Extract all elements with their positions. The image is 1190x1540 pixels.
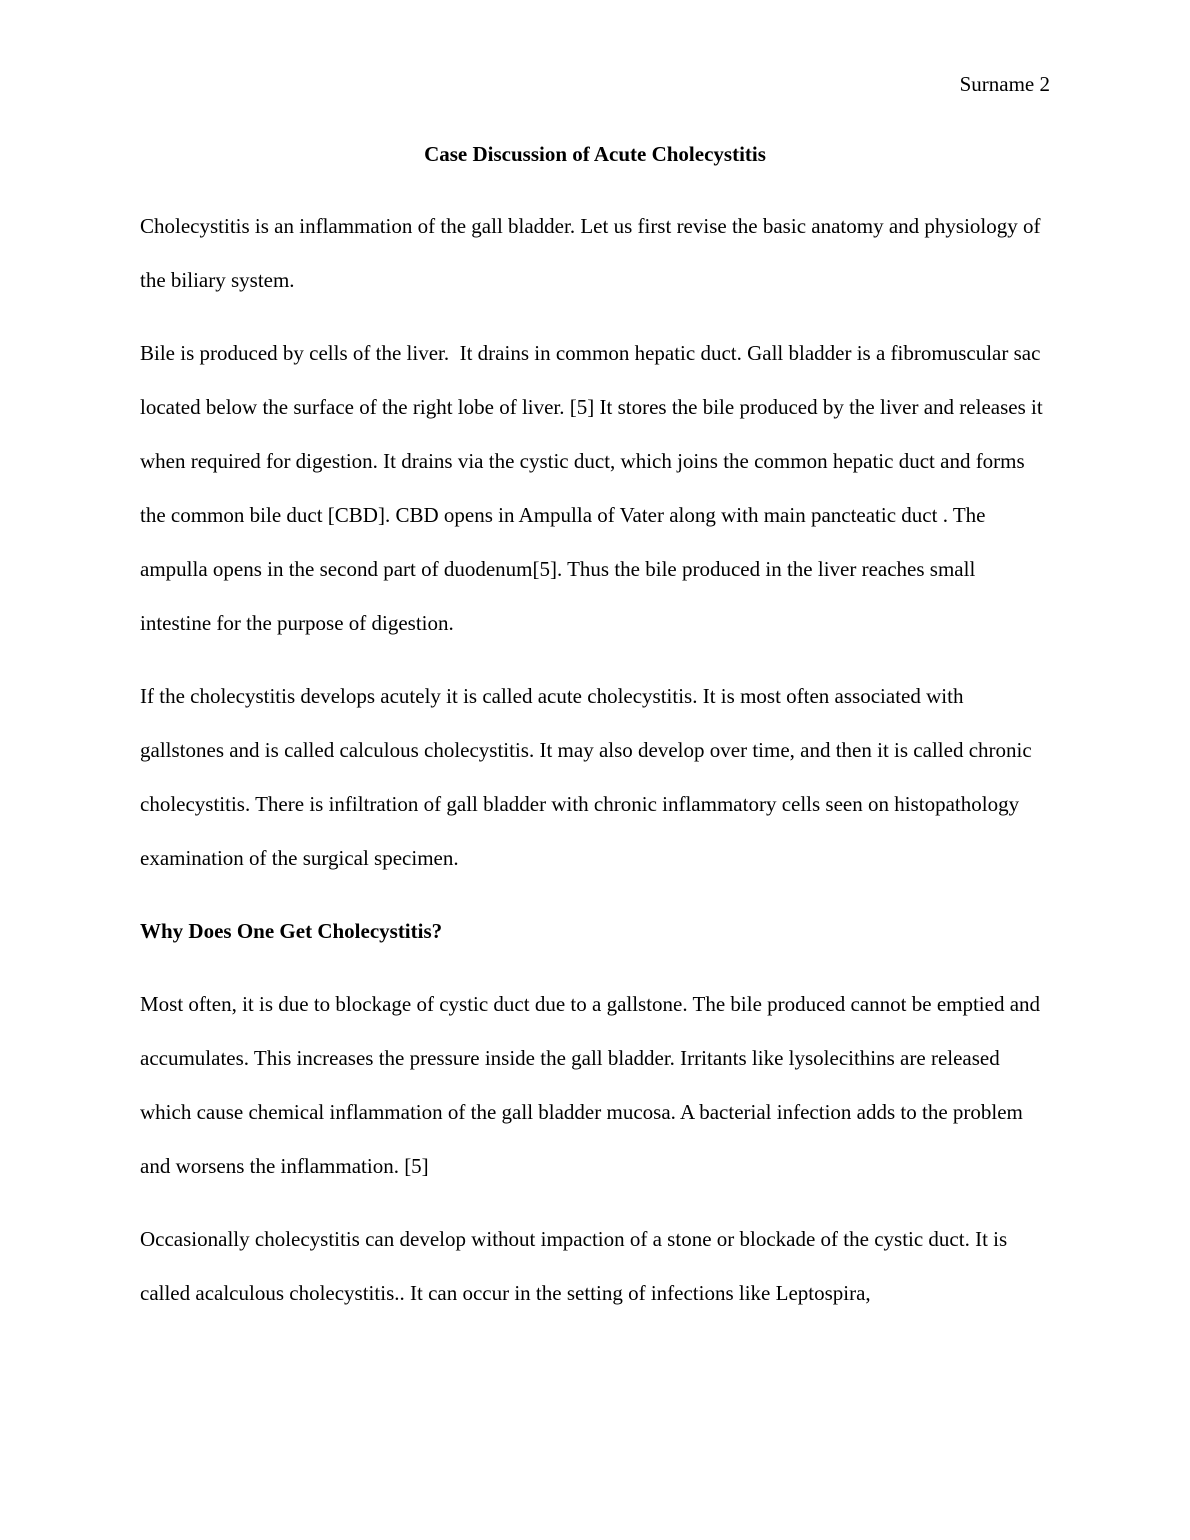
paragraph-intro: Cholecystitis is an inflammation of the gall bladder. Let us first revise the basic anatomy and physiology of the biliary system. (140, 214, 1046, 292)
paragraph-bile-anatomy: Bile is produced by cells of the liver. It drains in common hepatic duct. Gall bladder is a fibromuscular sac located below the surface of the right lobe of liver. [5] It stores the bile produced by the liver and releases it when required for digestion. It drains via the cystic duct, which joins the common hepatic duct and forms the common bile duct [CBD]. CBD opens in Ampulla of Vater along with main pancteatic duct . The ampulla opens in the second part of duodenum[5]. Thus the bile produced in the liver reaches small intestine for the purpose of digestion. (140, 341, 1048, 635)
document-title: Case Discussion of Acute Cholecystitis (424, 142, 766, 166)
paragraph-acute-vs-chronic: If the cholecystitis develops acutely it is called acute cholecystitis. It is most often associated with gallstones and is called calculous cholecystitis. It may also develop over time, and then it is called chronic cholecystitis. There is infiltration of gall bladder with chronic inflammatory cells seen on histopathology examination of the surgical specimen. (140, 684, 1037, 870)
document-body (140, 199, 1050, 1339)
paragraph-acalculous: Occasionally cholecystitis can develop without impaction of a stone or blockade of the cystic duct. It is called acalculous cholecystitis.. It can occur in the setting of infections like Leptospira, (140, 1227, 1013, 1305)
section-heading: Why Does One Get Cholecystitis? (140, 919, 443, 943)
running-head: Surname 2 (959, 72, 1050, 96)
paragraph-cause-gallstone: Most often, it is due to blockage of cystic duct due to a gallstone. The bile produced cannot be emptied and accumulates. This increases the pressure inside the gall bladder. Irritants like lysolecithins are released which cause chemical inflammation of the gall bladder mucosa. A bacterial infection adds to the problem and worsens the inflammation. [5] (140, 992, 1046, 1178)
